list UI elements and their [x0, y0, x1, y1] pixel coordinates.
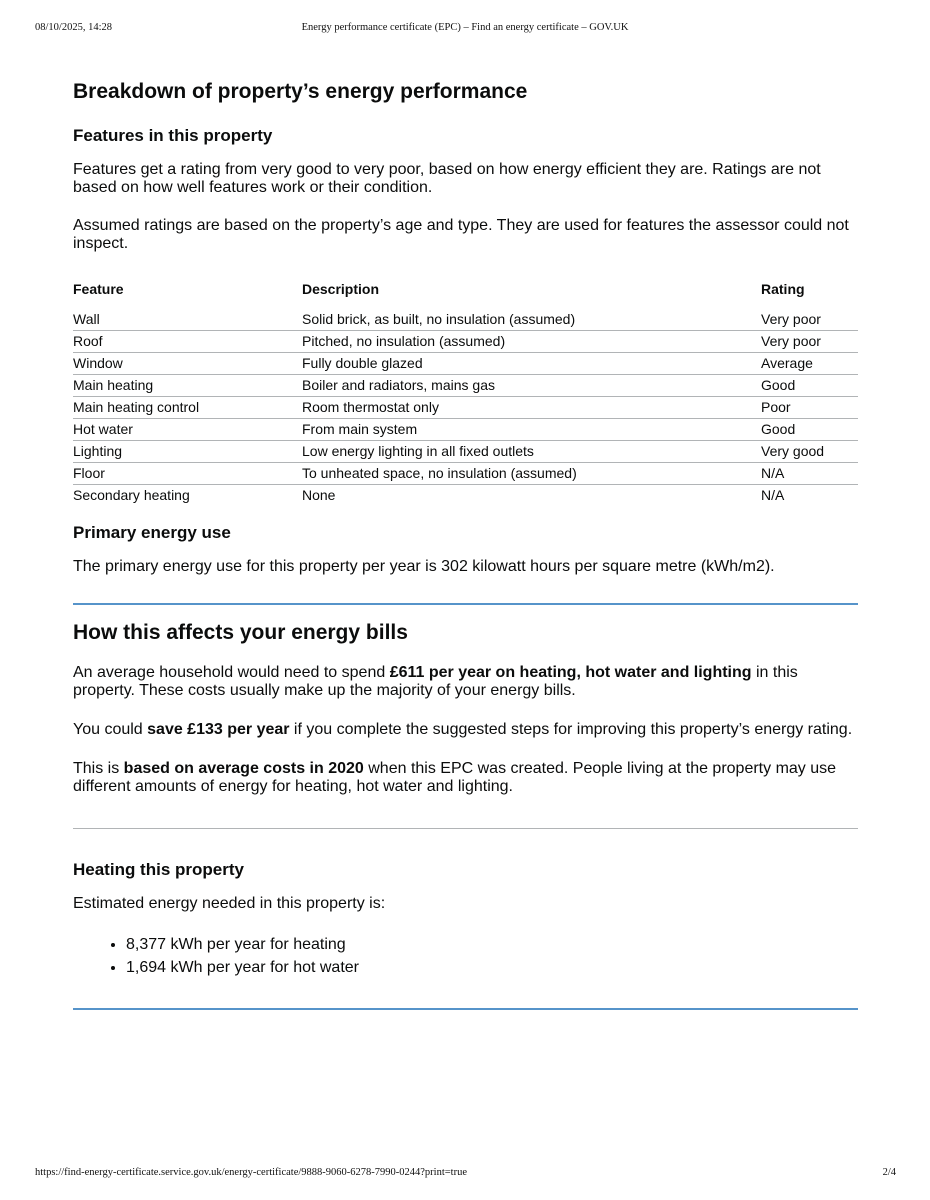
table-row — [73, 309, 858, 331]
features-table — [73, 281, 858, 506]
feature-cell: Main heating — [73, 375, 302, 397]
features-intro-2: Assumed ratings are based on the property’s age and type. They are used for features the assessor could not inspect. — [73, 217, 849, 252]
description-cell: Pitched, no insulation (assumed) — [302, 331, 761, 353]
table-row — [73, 375, 858, 397]
print-header — [0, 22, 930, 36]
bills-paragraph-savings — [73, 721, 858, 739]
description-cell: Room thermostat only — [302, 397, 761, 419]
energy-needed-list — [73, 933, 858, 979]
table-header-row — [73, 281, 858, 309]
column-header-rating: Rating — [761, 281, 805, 297]
table-row — [73, 397, 858, 419]
column-header-description: Description — [302, 281, 380, 297]
bills-paragraph-cost — [73, 664, 858, 700]
feature-cell: Hot water — [73, 419, 302, 441]
print-datetime: 08/10/2025, 14:28 — [35, 22, 113, 33]
bills-paragraph-basis — [73, 760, 858, 796]
print-url: https://find-energy-certificate.service.gov.uk/energy-certificate/9888-9060-6278-7990-0244?print=true — [35, 1167, 467, 1178]
text-span: You could — [73, 721, 148, 738]
feature-cell: Secondary heating — [73, 487, 190, 503]
table-row — [73, 463, 858, 485]
table-row — [73, 331, 858, 353]
breakdown-title: Breakdown of property’s energy performance — [73, 80, 528, 103]
table-row — [73, 441, 858, 463]
features-intro-1: Features get a rating from very good to very poor, based on how energy efficient they are. Ratings are not based on how well features work or their condition. — [73, 161, 821, 196]
primary-energy-text: The primary energy use for this property per year is 302 kilowatt hours per square metre (kWh/m2). — [73, 558, 775, 575]
description-cell: None — [302, 487, 336, 503]
rating-cell: Average — [761, 353, 858, 375]
description-cell: Boiler and radiators, mains gas — [302, 375, 761, 397]
feature-cell: Roof — [73, 331, 302, 353]
description-cell: Fully double glazed — [302, 353, 761, 375]
rating-cell: N/A — [761, 487, 785, 503]
annual-cost-highlight: £611 per year on heating, hot water and lighting — [389, 664, 752, 681]
description-cell: Solid brick, as built, no insulation (assumed) — [302, 309, 761, 331]
text-span: if you complete the suggested steps for improving this property’s energy rating. — [289, 721, 853, 738]
rating-cell: Poor — [761, 397, 858, 419]
description-cell: Low energy lighting in all fixed outlets — [302, 441, 761, 463]
rating-cell: Very good — [761, 441, 858, 463]
rating-cell: Very poor — [761, 309, 858, 331]
column-header-feature: Feature — [73, 281, 124, 297]
primary-energy-heading: Primary energy use — [73, 523, 231, 542]
cost-basis-highlight: based on average costs in 2020 — [123, 760, 364, 777]
text-span: in this property. These costs usually make up the majority of your energy bills. — [73, 664, 798, 699]
rating-cell: Very poor — [761, 331, 858, 353]
description-cell: To unheated space, no insulation (assumed) — [302, 463, 761, 485]
section-divider — [73, 1008, 858, 1010]
sub-section-divider — [73, 828, 858, 829]
description-cell: From main system — [302, 419, 761, 441]
section-divider — [73, 603, 858, 605]
text-span: An average household would need to spend — [73, 664, 390, 681]
features-heading: Features in this property — [73, 126, 273, 145]
heating-intro: Estimated energy needed in this property is: — [73, 895, 386, 912]
print-page-title: Energy performance certificate (EPC) – Find an energy certificate – GOV.UK — [301, 22, 629, 33]
savings-highlight: save £133 per year — [147, 721, 290, 738]
rating-cell: Good — [761, 419, 858, 441]
feature-cell: Floor — [73, 463, 302, 485]
feature-cell: Lighting — [73, 441, 302, 463]
feature-cell: Window — [73, 353, 302, 375]
bills-title: How this affects your energy bills — [73, 621, 408, 644]
rating-cell: Good — [761, 375, 858, 397]
feature-cell: Wall — [73, 309, 302, 331]
heating-heading: Heating this property — [73, 860, 244, 879]
list-item: • 8,377 kWh per year for heating — [126, 933, 858, 956]
table-row — [73, 485, 858, 507]
table-row — [73, 419, 858, 441]
text-span: when this EPC was created. People living at the property may use different amounts of energy for heating, hot water and lighting. — [73, 760, 837, 795]
rating-cell: N/A — [761, 463, 858, 485]
table-row — [73, 353, 858, 375]
print-footer — [0, 1167, 930, 1181]
main-content — [73, 78, 858, 1010]
page-number: 2/4 — [882, 1167, 896, 1178]
list-item: • 1,694 kWh per year for hot water — [126, 956, 858, 979]
feature-cell: Main heating control — [73, 397, 302, 419]
text-span: This is — [73, 760, 124, 777]
